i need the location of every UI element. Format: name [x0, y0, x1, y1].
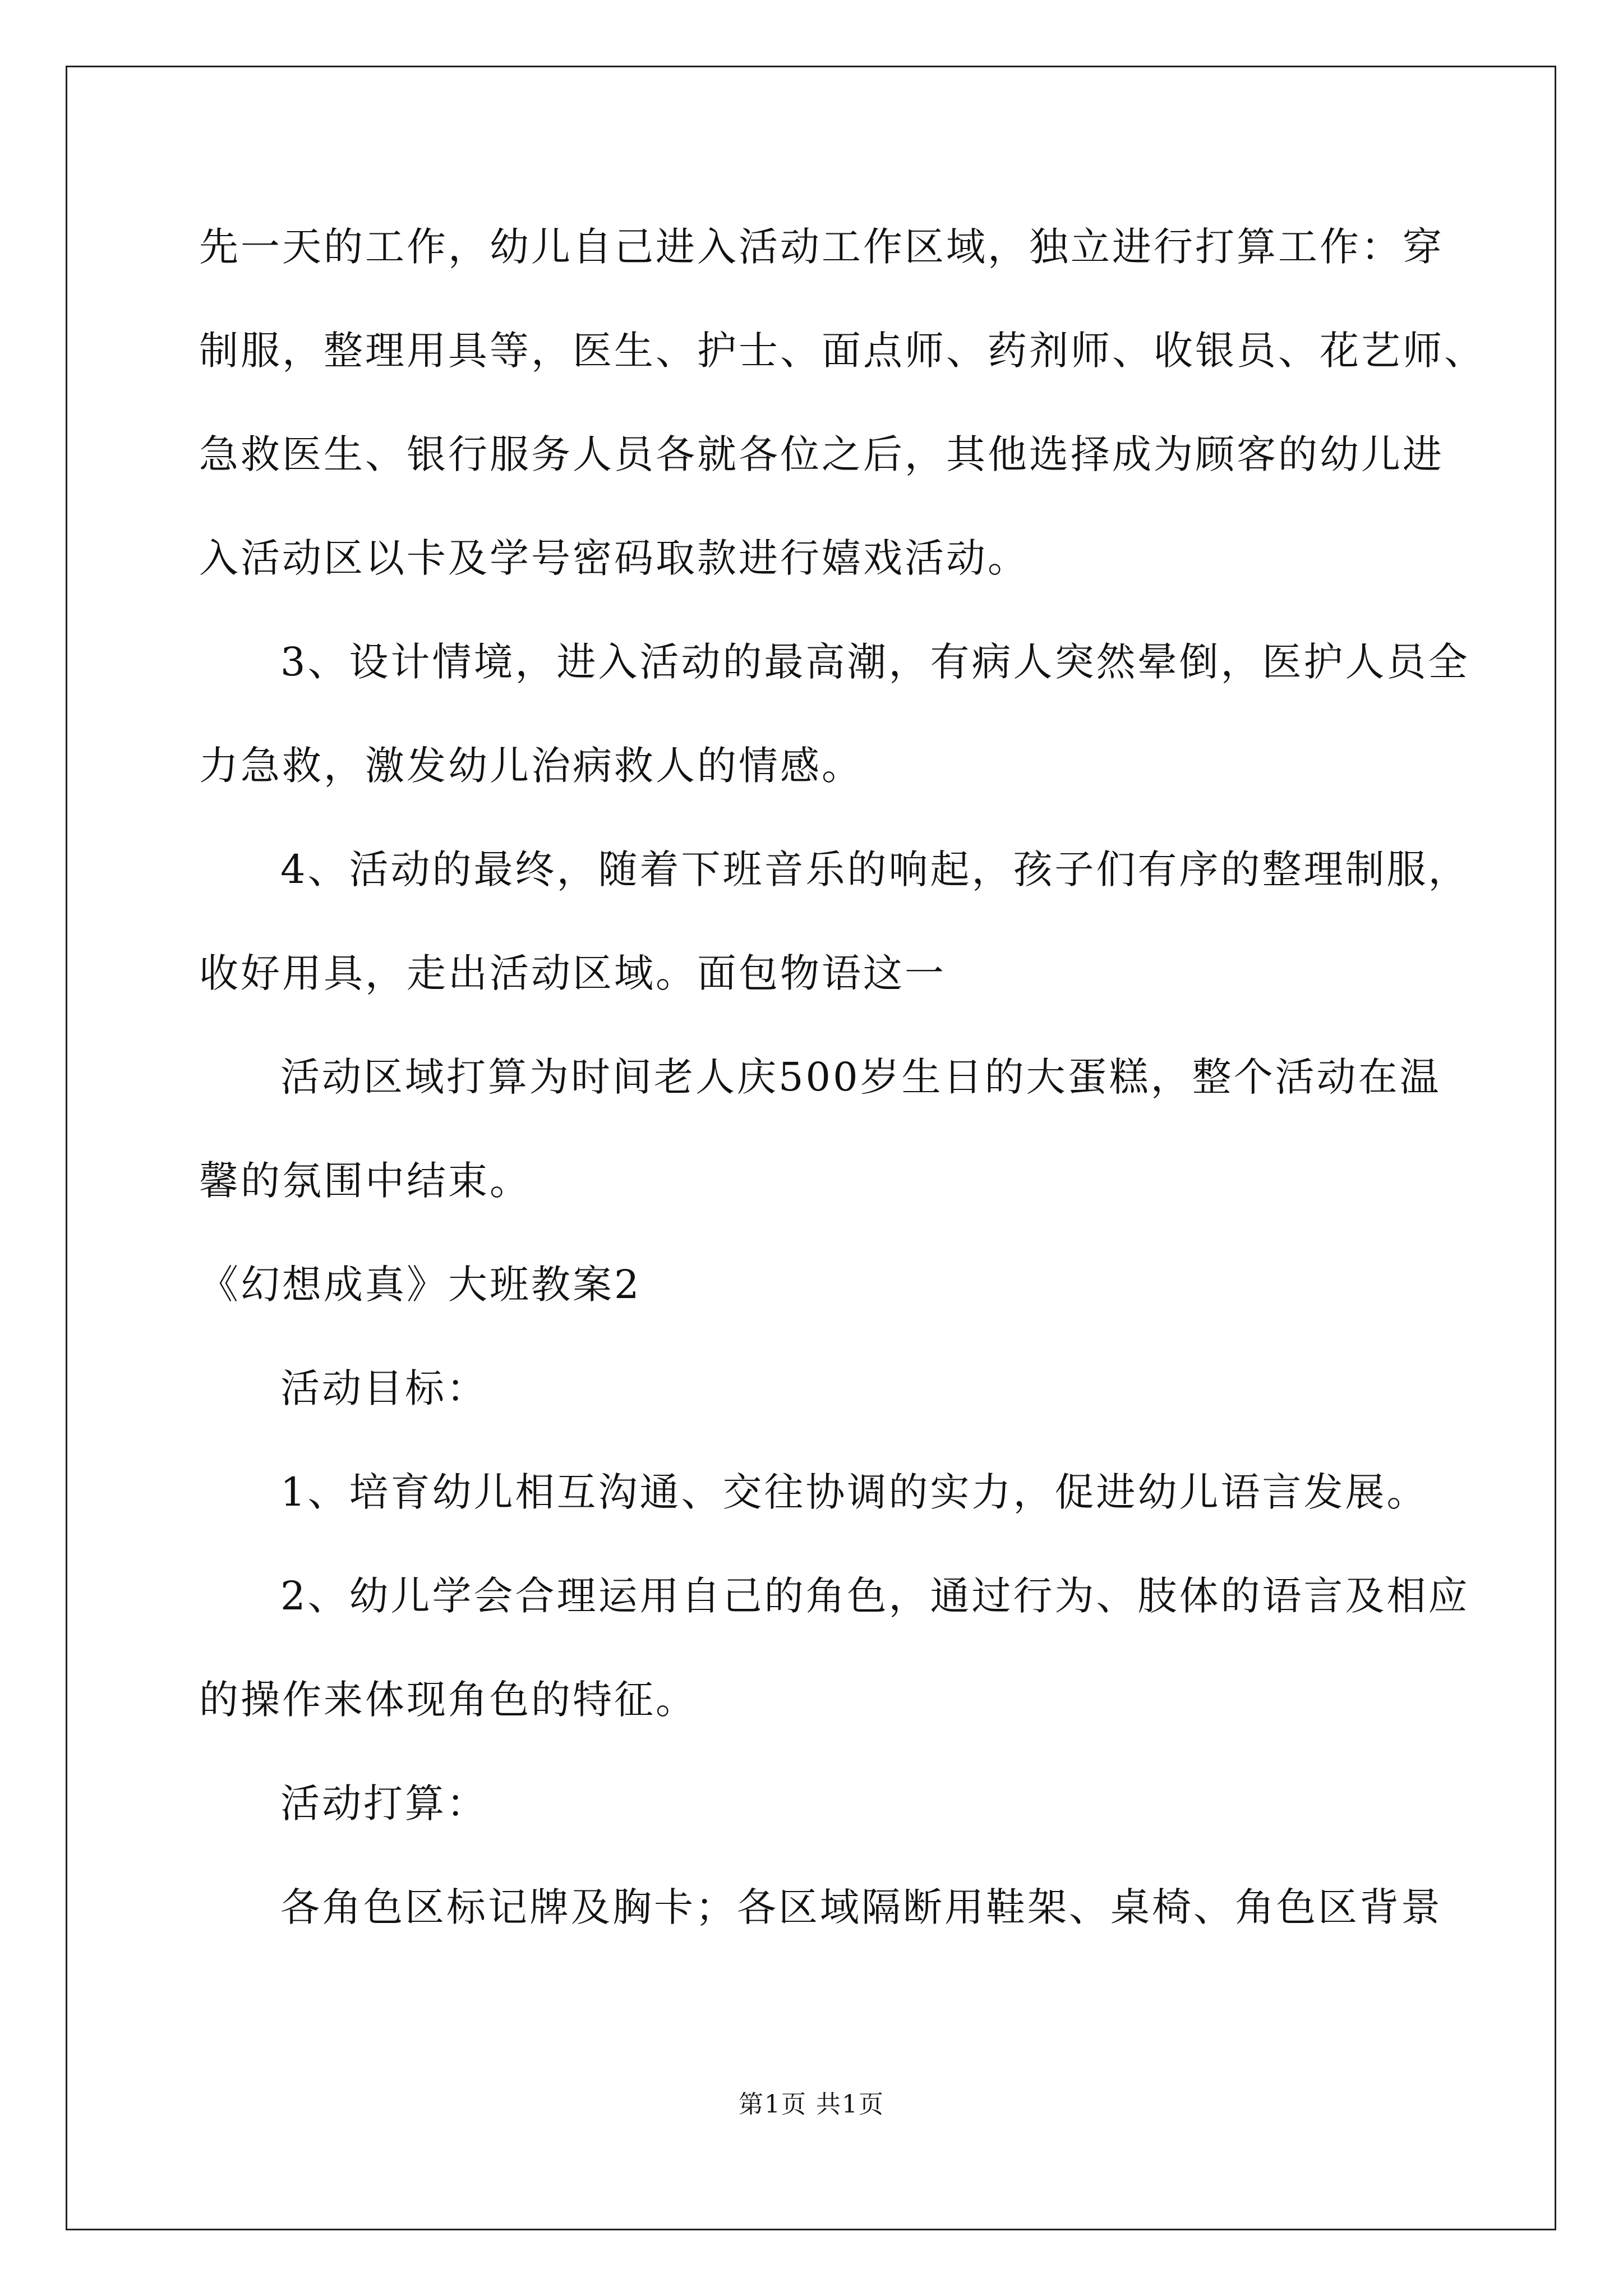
paragraph-start-line: 1、培育幼儿相互沟通、交往协调的实力，促进幼儿语言发展。 [280, 1469, 1428, 1515]
section-heading: 《幻想成真》大班教案2 [199, 1262, 642, 1308]
paragraph-start-line: 3、设计情境，进入活动的最高潮，有病人突然晕倒，医护人员全 [280, 639, 1470, 685]
body-text-line: 馨的氛围中结束。 [199, 1158, 531, 1204]
paragraph-start-line: 4、活动的最终，随着下班音乐的响起，孩子们有序的整理制服， [280, 846, 1470, 892]
body-text-line: 的操作来体现角色的特征。 [199, 1677, 697, 1723]
body-text-line: 急救医生、银行服务人员各就各位之后，其他选择成为顾客的幼儿进 [199, 431, 1444, 477]
body-text-line: 制服，整理用具等，医生、护士、面点师、药剂师、收银员、花艺师、 [199, 328, 1486, 374]
subheading-line: 活动打算： [280, 1780, 488, 1826]
page-number-footer: 第1页 共1页 [739, 2090, 884, 2119]
subheading-line: 活动目标： [280, 1365, 488, 1411]
body-text-line: 力急救，激发幼儿治病救人的情感。 [199, 743, 863, 789]
paragraph-start-line: 各角色区标记牌及胸卡；各区域隔断用鞋架、桌椅、角色区背景 [280, 1884, 1442, 1930]
body-text-line: 先一天的工作，幼儿自己进入活动工作区域，独立进行打算工作：穿 [199, 224, 1444, 270]
paragraph-start-line: 活动区域打算为时间老人庆500岁生日的大蛋糕，整个活动在温 [280, 1054, 1441, 1100]
body-text-line: 收好用具，走出活动区域。面包物语这一 [199, 950, 946, 996]
body-text-line: 入活动区以卡及学号密码取款进行嬉戏活动。 [199, 535, 1029, 581]
paragraph-start-line: 2、幼儿学会合理运用自己的角色，通过行为、肢体的语言及相应 [280, 1573, 1470, 1619]
